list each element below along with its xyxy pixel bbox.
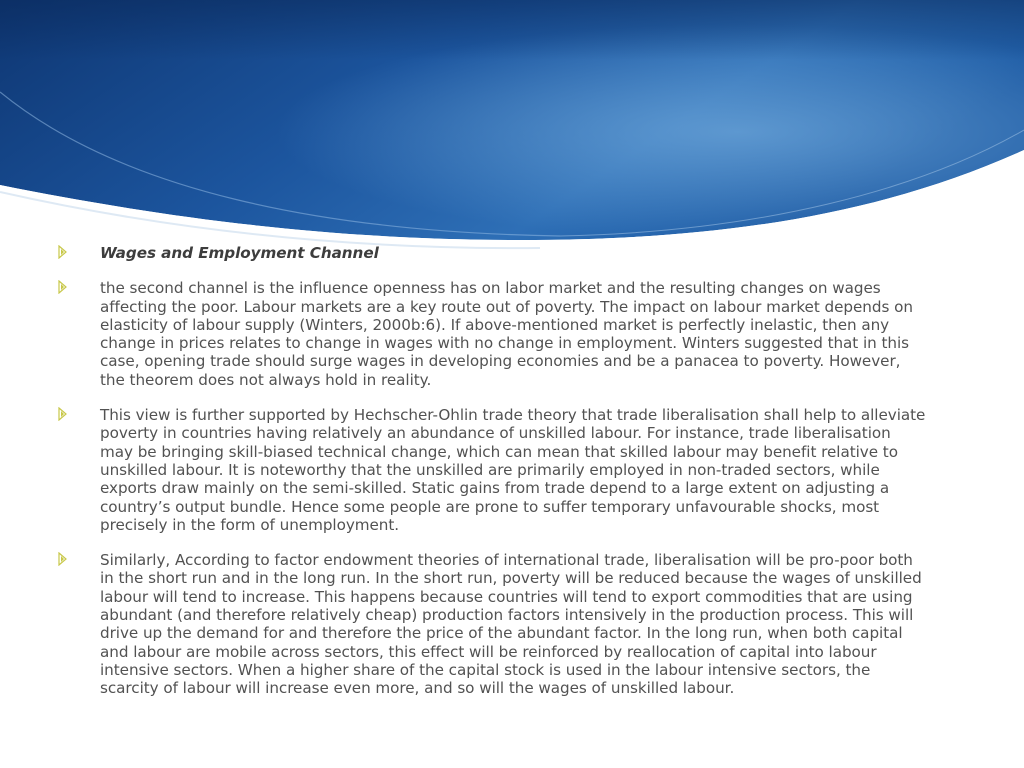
list-item	[58, 406, 928, 534]
arrow-bullet-icon	[58, 407, 68, 421]
arrow-bullet-icon	[58, 280, 68, 294]
paragraph: Similarly, According to factor endowment theories of international trade, liberalisation will be pro-poor both in the short run and in the long run. In the short run, poverty will be reduced because the wages of unskilled labour will tend to increase. This happens because countries will tend to export commodities that are using abundant (and therefore relatively cheap) production factors intensively in the production process. This will drive up the demand for and therefore the price of the abundant factor. In the long run, when both capital and labour are mobile across sectors, this effect will be reinforced by reallocation of capital into labour intensive sectors. When a higher share of the capital stock is used in the labour intensive sectors, the scarcity of labour will increase even more, and so will the wages of unskilled labour.	[100, 551, 922, 698]
paragraph: This view is further supported by Hechscher-Ohlin trade theory that trade liberalisation shall help to alleviate poverty in countries having relatively an abundance of unskilled labour. For instance, trade liberalisation may be bringing skill-biased technical change, which can mean that skilled labour may benefit relative to unskilled labour. It is noteworthy that the unskilled are primarily employed in non-traded sectors, while exports draw mainly on the semi-skilled. Static gains from trade depend to a large extent on adjusting a country’s output bundle. Hence some people are prone to suffer temporary unfavourable shocks, most precisely in the form of unemployment.	[100, 406, 926, 534]
section-heading: Wages and Employment Channel	[100, 244, 379, 262]
list-item	[58, 279, 928, 389]
list-item	[58, 551, 928, 697]
arrow-bullet-icon	[58, 552, 68, 566]
paragraph: the second channel is the influence openness has on labor market and the resulting changes on wages affecting the poor. Labour markets are a key route out of poverty. The impact on labour market depends on elasticity of labour supply (Winters, 2000b:6). If above-mentioned market is perfectly inelastic, then any change in prices relates to change in wages with no change in employment. Winters suggested that in this case, opening trade should surge wages in developing economies and be a panacea to poverty. However, the theorem does not always hold in reality.	[100, 279, 913, 389]
bullet-list	[58, 244, 928, 715]
arrow-bullet-icon	[58, 245, 68, 259]
header-wave-graphic	[0, 0, 1024, 250]
list-item	[58, 244, 928, 262]
